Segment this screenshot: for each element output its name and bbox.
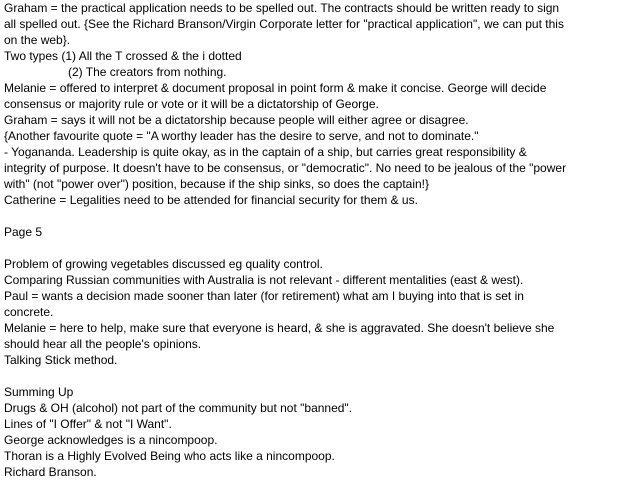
text-line: Comparing Russian communities with Australia is not relevant - different mentalities (east & west). [4,273,524,287]
text-line: Drugs & OH (alcohol) not part of the community but not "banned". [4,401,353,415]
blank-line [4,240,624,256]
text-line: Graham = the practical application needs to be spelled out. The contracts should be written ready to sign [4,1,560,15]
text-line: Melanie = offered to interpret & document proposal in point form & make it concise. George will decide [4,81,547,95]
text-line: consensus or majority rule or vote or it will be a dictatorship of George. [4,97,379,111]
text-line: Catherine = Legalities need to be attended for financial security for them & us. [4,193,418,207]
text-line: Lines of "I Offer" & not "I Want". [4,417,172,431]
text-line: should hear all the people's opinions. [4,337,202,351]
text-line: Talking Stick method. [4,353,118,367]
text-line: integrity of purpose. It doesn't have to be consensus, or "democratic". No need to be jealous of the "power [4,161,567,175]
text-line: Graham = says it will not be a dictatorship because people will either agree or disagree. [4,113,469,127]
text-line: Thoran is a Highly Evolved Being who acts like a nincompoop. [4,449,335,463]
text-line: - Yogananda. Leadership is quite okay, as in the captain of a ship, but carries great responsibility & [4,145,527,159]
blank-line [4,368,624,384]
text-line: Paul = wants a decision made sooner than later (for retirement) what am I buying into that is set in [4,289,524,303]
text-line: Melanie = here to help, make sure that everyone is heard, & she is aggravated. She doesn't believe she [4,321,555,335]
text-line: Richard Branson. [4,465,97,479]
text-line: all spelled out. {See the Richard Branson/Virgin Corporate letter for "practical application", we can put this [4,17,564,31]
text-line: with" (not "power over") position, because if the ship sinks, so does the captain!} [4,177,430,191]
text-line: concrete. [4,305,54,319]
page-label: Page 5 [4,225,43,239]
text-line: Problem of growing vegetables discussed eg quality control. [4,257,323,271]
text-line: on the web}. [4,33,71,47]
text-line: {Another favourite quote = "A worthy leader has the desire to serve, and not to dominate." [4,129,479,143]
text-line: Two types (1) All the T crossed & the i dotted [4,49,242,63]
summary-heading: Summing Up [4,385,74,399]
text-line: George acknowledges is a nincompoop. [4,433,218,447]
blank-line [4,208,624,224]
text-line-indented: (2) The creators from nothing. [68,65,227,79]
